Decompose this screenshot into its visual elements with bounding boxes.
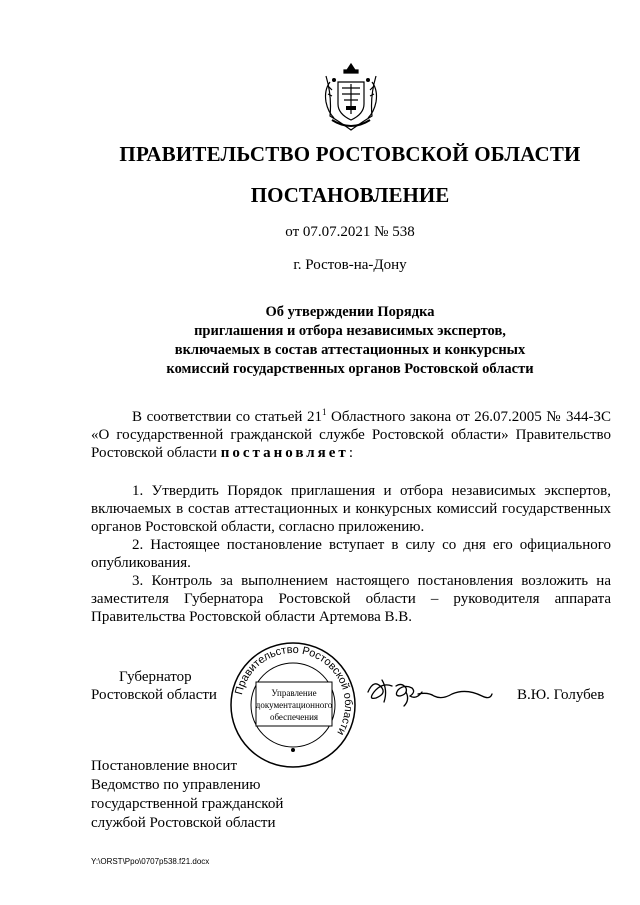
heading-line: приглашения и отбора независимых экспертов, bbox=[194, 323, 506, 339]
submitter-block bbox=[91, 757, 283, 833]
resolution-item: 3. Контроль за выполнением настоящего постановления возложить на заместителя Губернатора Ростовской области – руководителя аппарата Правительства Ростовской области Артемова В.В. bbox=[91, 573, 611, 625]
document-city: г. Ростов-на-Дону bbox=[293, 257, 407, 273]
preamble-text: В соответствии со статьей 21 bbox=[132, 409, 322, 425]
resolution-item: 1. Утвердить Порядок приглашения и отбора независимых экспертов, включаемых в состав аттестационных и конкурсных комиссий государственных органов Ростовской области, согласно приложению. bbox=[91, 483, 611, 535]
file-path: Y:\ORST\Ppo\0707p538.f21.docx bbox=[91, 857, 210, 866]
article-superscript: 1 bbox=[321, 407, 327, 417]
decree-word: постановляет bbox=[220, 445, 349, 461]
government-title: ПРАВИТЕЛЬСТВО РОСТОВСКОЙ ОБЛАСТИ bbox=[119, 142, 581, 166]
stamp-inner-line: документационного bbox=[255, 700, 333, 710]
resolution-items bbox=[91, 482, 611, 626]
submitter-line: государственной гражданской bbox=[91, 796, 284, 812]
stamp-inner-line: Управление bbox=[271, 688, 317, 698]
position-line: Ростовской области bbox=[91, 687, 217, 703]
preamble bbox=[91, 408, 611, 462]
document-date-number: от 07.07.2021 № 538 bbox=[285, 224, 415, 240]
heading-line: Об утверждении Порядка bbox=[265, 304, 435, 320]
preamble-end: : bbox=[348, 445, 353, 461]
stamp-outer-text: Правительство Ростовской области bbox=[233, 643, 355, 738]
resolution-item: 2. Настоящее постановление вступает в силу со дня его официального опубликования. bbox=[91, 537, 611, 571]
document-type: ПОСТАНОВЛЕНИЕ bbox=[250, 183, 450, 207]
submitter-line: Постановление вносит bbox=[91, 758, 238, 774]
submitter-line: Ведомство по управлению bbox=[91, 777, 261, 793]
signatory-position bbox=[91, 668, 217, 704]
position-line: Губернатор bbox=[119, 669, 192, 685]
submitter-line: службой Ростовской области bbox=[91, 815, 276, 831]
heading-line: комиссий государственных органов Ростовской области bbox=[166, 361, 534, 377]
heading-line: включаемых в состав аттестационных и конкурсных bbox=[174, 342, 526, 358]
signatory-name: В.Ю. Голубев bbox=[517, 687, 605, 703]
preamble-text-cont: Областного закона от 26.07.2005 № 344-ЗС «О государственной гражданской службе Ростовской области» Правительство Ростовской области bbox=[91, 409, 612, 461]
stamp-inner-line: обеспечения bbox=[269, 712, 319, 722]
official-stamp bbox=[228, 640, 358, 770]
coat-of-arms-icon bbox=[318, 62, 384, 134]
handwritten-signature bbox=[362, 672, 497, 712]
document-heading bbox=[0, 303, 640, 379]
